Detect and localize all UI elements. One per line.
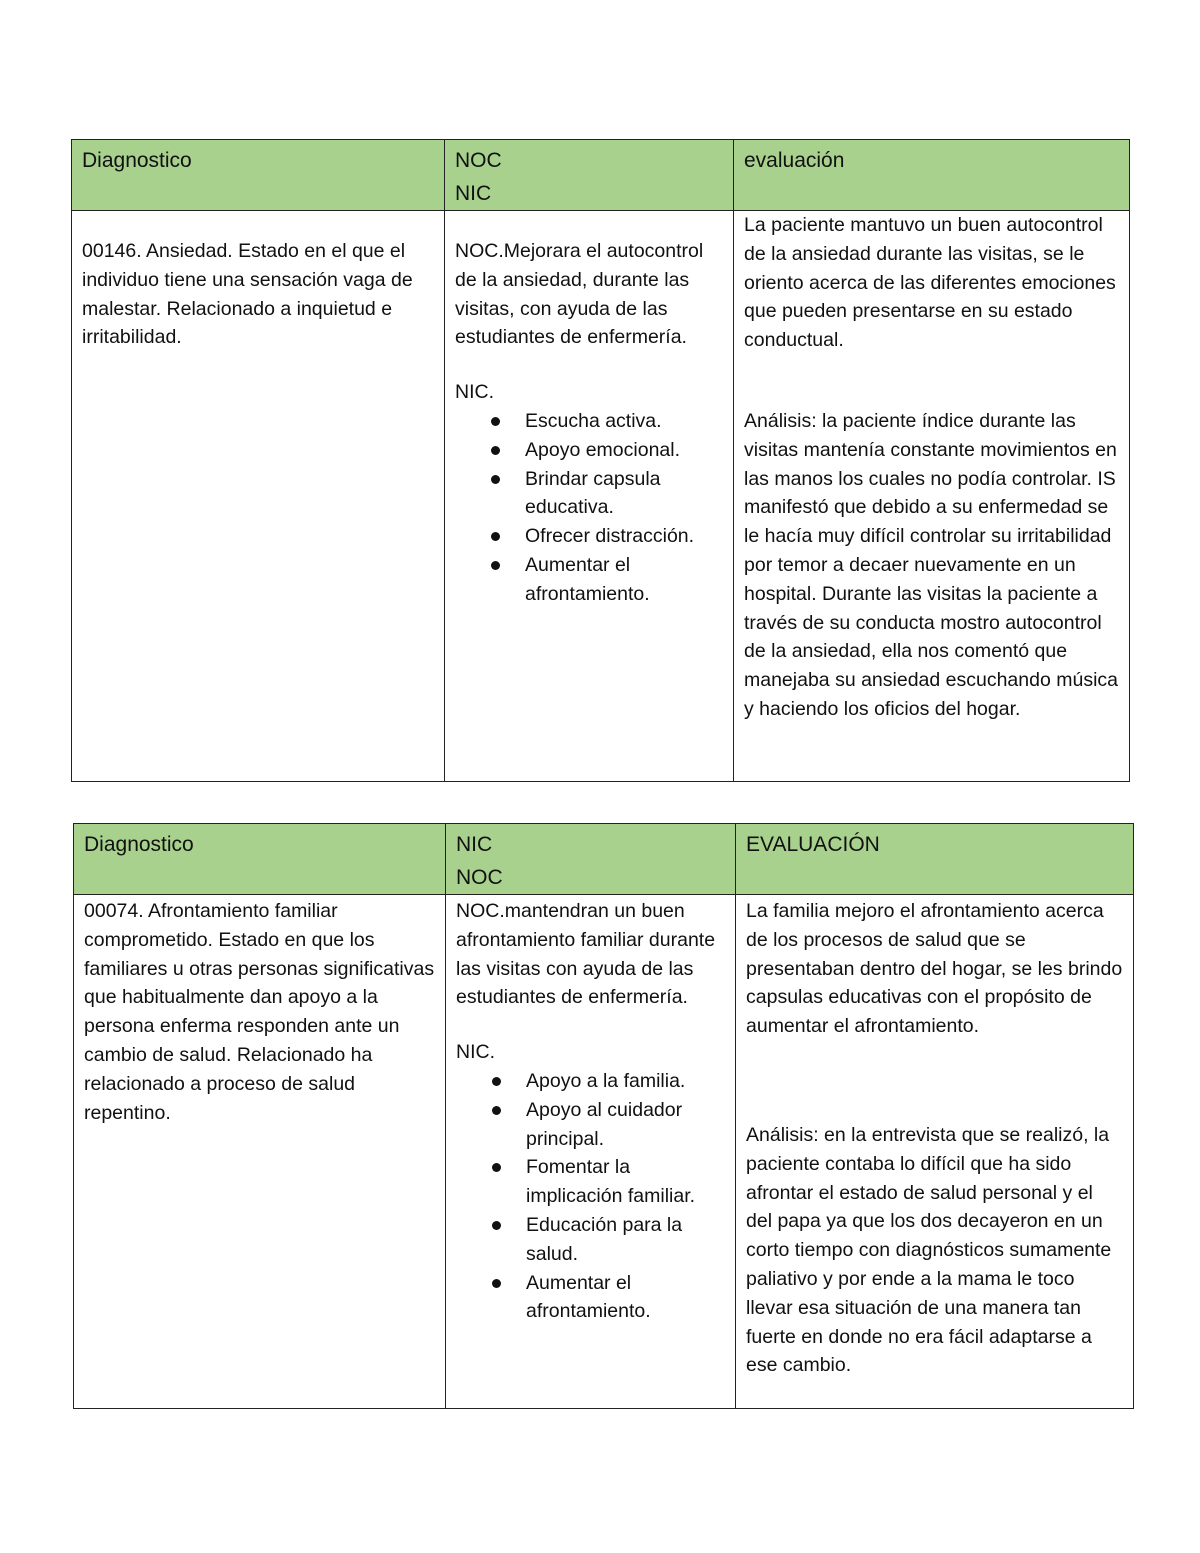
diagnosis-text: 00074. Afrontamiento familiar comprometido. Estado en que los familiares u otras personas significativas que habitualmente dan apoyo a la persona enferma responden ante un cambio de salud. Relacionado ha relacionado a proceso de salud repentino. (84, 900, 435, 1124)
list-item: Apoyo al cuidador principal. (526, 1096, 725, 1154)
list-item: Fomentar la implicación familiar. (526, 1153, 725, 1211)
table-row (72, 211, 1130, 782)
care-plan-table-1 (71, 139, 1130, 782)
header-diagnostico: Diagnostico (72, 140, 445, 211)
noc-nic-cell (446, 895, 736, 1409)
header-evaluacion: EVALUACIÓN (736, 824, 1134, 895)
evaluation-text: La familia mejoro el afrontamiento acerca de los procesos de salud que se presentaban dentro del hogar, se les brindo capsulas educativas con el propósito de aumentar el afrontamiento. (746, 900, 1123, 1038)
nic-list (456, 1067, 725, 1326)
list-item: Educación para la salud. (526, 1211, 725, 1269)
noc-text: NOC.Mejorara el autocontrol de la ansiedad, durante las visitas, con ayuda de las estudiantes de enfermería. (455, 240, 704, 349)
nic-label: NIC. (456, 1041, 495, 1064)
header-noc-nic: NOC NIC (445, 140, 734, 211)
diagnosis-cell (74, 895, 446, 1409)
nic-label: NIC. (455, 381, 494, 404)
list-item: Brindar capsula educativa. (525, 465, 723, 523)
table-row (74, 895, 1134, 1409)
evaluation-text: La paciente mantuvo un buen autocontrol de la ansiedad durante las visitas, se le oriento acerca de las diferentes emociones que pueden presentarse en su estado conductual. (744, 214, 1116, 352)
list-item: Aumentar el afrontamiento. (526, 1269, 725, 1327)
header-nic-noc: NIC NOC (446, 824, 736, 895)
nic-list (455, 407, 723, 609)
diagnosis-text: 00146. Ansiedad. Estado en el que el individuo tiene una sensación vaga de malestar. Relacionado a inquietud e irritabilidad. (82, 240, 413, 349)
table-header-row (72, 140, 1130, 211)
analysis-text: Análisis: la paciente índice durante las visitas mantenía constante movimientos en las manos los cuales no podía controlar. IS manifestó que debido a su enfermedad se le hacía muy difícil controlar su irritabilidad por temor a decaer nuevamente en un hospital. Durante las visitas la paciente a través de su conducta mostro autocontrol de la ansiedad, ella nos comentó que manejaba su ansiedad escuchando música y haciendo los oficios del hogar. (744, 409, 1118, 720)
diagnosis-cell (72, 211, 445, 782)
evaluation-cell (734, 211, 1130, 782)
list-item: Apoyo emocional. (525, 436, 723, 465)
list-item: Aumentar el afrontamiento. (525, 551, 723, 609)
list-item: Apoyo a la familia. (526, 1067, 725, 1096)
header-evaluacion: evaluación (734, 140, 1130, 211)
list-item: Escucha activa. (525, 407, 723, 436)
table-header-row (74, 824, 1134, 895)
header-diagnostico: Diagnostico (74, 824, 446, 895)
care-plan-table-2 (73, 823, 1134, 1409)
noc-text: NOC.mantendran un buen afrontamiento familiar durante las visitas con ayuda de las estudiantes de enfermería. (456, 900, 716, 1009)
list-item: Ofrecer distracción. (525, 522, 723, 551)
noc-nic-cell (445, 211, 734, 782)
evaluation-cell (736, 895, 1134, 1409)
analysis-text: Análisis: en la entrevista que se realizó, la paciente contaba lo difícil que ha sido afrontar el estado de salud personal y el del papa ya que los dos decayeron en un corto tiempo con diagnósticos sumamente paliativo y por ende a la mama le toco llevar esa situación de una manera tan fuerte en donde no era fácil adaptarse a ese cambio. (746, 1123, 1112, 1377)
